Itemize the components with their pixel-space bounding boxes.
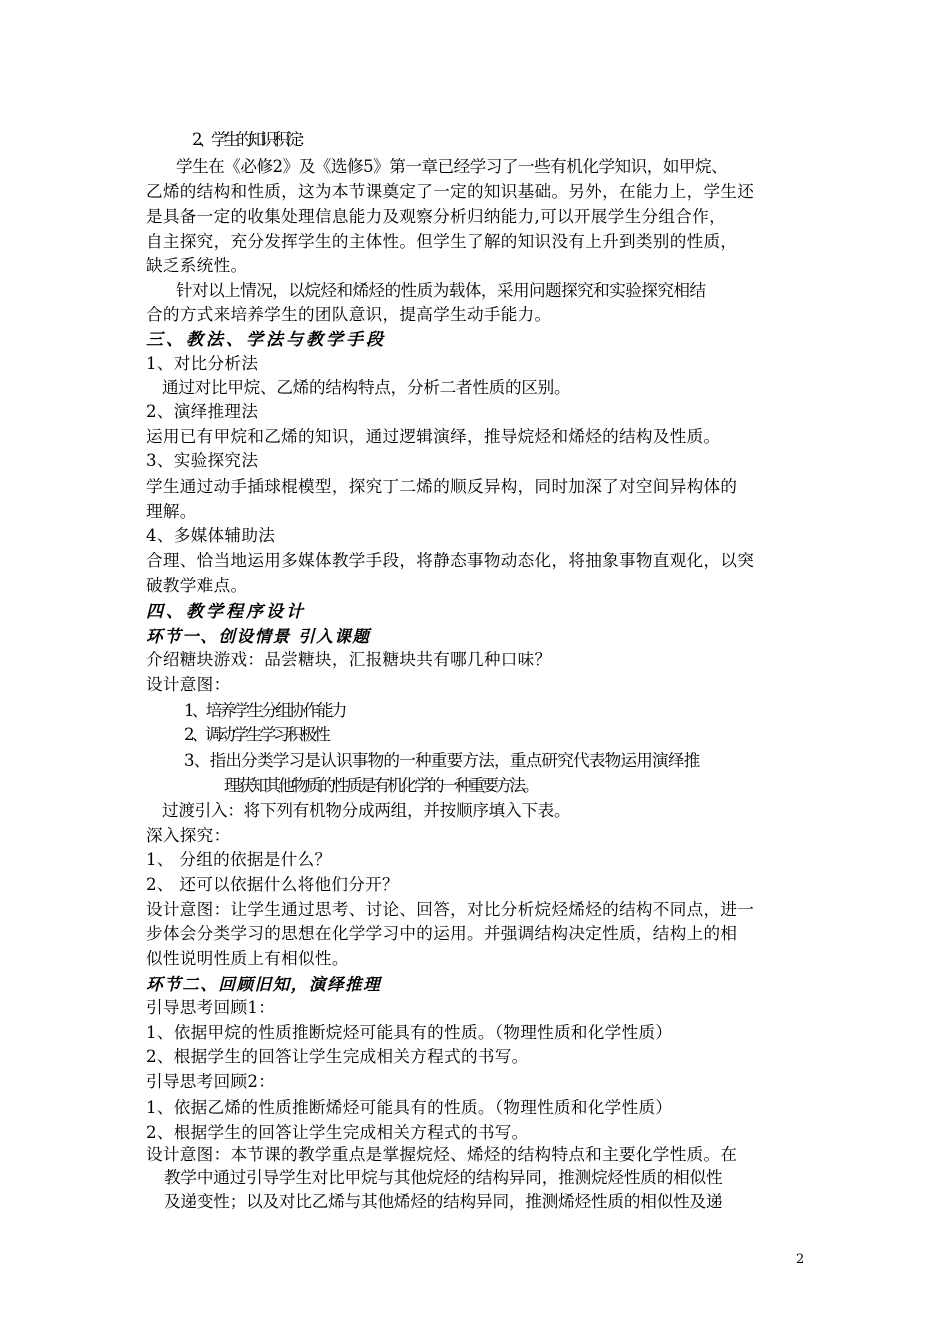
paragraph-line: 引导思考回顾2： [146,1072,276,1091]
method-title: 2、演绎推理法 [146,402,259,421]
paragraph-line: 自主探究，充分发挥学生的主体性。但学生了解的知识没有上升到类别的性质， [146,232,738,251]
paragraph-line: 过渡引入：将下列有机物分成两组，并按顺序填入下表。 [162,801,571,820]
paragraph-line: 似性说明性质上有相似性。 [146,949,349,968]
stage-heading: 环节一、创设情景 引入课题 [146,626,371,646]
paragraph-line: 及递变性；以及对比乙烯与其他烯烃的结构异同，推测烯烃性质的相似性及递 [164,1192,723,1211]
list-item: 1、依据甲烷的性质推断烷烃可能具有的性质。（物理性质和化学性质） [146,1023,673,1042]
list-item: 2、调动学生学习积极性 [184,725,328,744]
paragraph-line: 乙烯的结构和性质，这为本节课奠定了一定的知识基础。另外，在能力上，学生还 [146,182,755,201]
paragraph-line: 合的方式来培养学生的团队意识，提高学生动手能力。 [146,305,552,324]
list-item: 3、指出分类学习是认识事物的一种重要方法，重点研究代表物运用演绎推 [184,751,700,770]
subsection-heading: 2、学生的知识积淀： [192,130,311,149]
paragraph-line: 运用已有甲烷和乙烯的知识，通过逻辑演绎，推导烷烃和烯烃的结构及性质。 [146,427,721,446]
paragraph-line: 设计意图： [146,675,231,694]
paragraph-line: 设计意图：让学生通过思考、讨论、回答，对比分析烷烃烯烃的结构不同点，进一 [146,900,755,919]
paragraph-line: 通过对比甲烷、乙烯的结构特点，分析二者性质的区别。 [162,378,571,397]
section-heading: 三、教法、学法与教学手段 [146,330,386,350]
list-item: 1、依据乙烯的性质推断烯烃可能具有的性质。（物理性质和化学性质） [146,1098,673,1117]
stage-heading: 环节二、回顾旧知，演绎推理 [146,974,382,994]
paragraph-line: 教学中通过引导学生对比甲烷与其他烷烃的结构异同，推测烷烃性质的相似性 [164,1168,723,1187]
paragraph-line: 介绍糖块游戏：品尝糖块，汇报糖块共有哪几种口味？ [146,650,552,669]
page-number: 2 [796,1252,805,1267]
method-title: 4、多媒体辅助法 [146,526,276,545]
method-title: 3、实验探究法 [146,451,259,470]
paragraph-line: 步体会分类学习的思想在化学学习中的运用。并强调结构决定性质，结构上的相 [146,924,738,943]
paragraph-line: 理解。 [146,502,197,521]
list-item: 1、 分组的依据是什么？ [146,850,332,869]
paragraph-line: 是具备一定的收集处理信息能力及观察分析归纳能力,可以开展学生分组合作， [146,207,726,226]
paragraph-line: 学生通过动手插球棍模型，探究丁二烯的顺反异构，同时加深了对空间异构体的 [146,477,738,496]
list-item: 2、根据学生的回答让学生完成相关方程式的书写。 [146,1123,529,1142]
list-item: 2、 还可以依据什么将他们分开？ [146,875,399,894]
section-heading: 四、教学程序设计 [146,602,306,622]
list-item: 2、根据学生的回答让学生完成相关方程式的书写。 [146,1047,529,1066]
paragraph-line: 针对以上情况，以烷烃和烯烃的性质为载体，采用问题探究和实验探究相结 [176,281,706,300]
paragraph-line: 深入探究： [146,826,231,845]
list-item: 1、培养学生分组协作能力 [184,701,345,720]
paragraph-line: 合理、恰当地运用多媒体教学手段，将静态事物动态化，将抽象事物直观化，以突 [146,551,755,570]
paragraph-line: 破教学难点。 [146,576,248,595]
paragraph-line: 引导思考回顾1： [146,998,276,1017]
list-item: 理获知其他物质的性质是有机化学的一种重要方法。 [224,776,537,795]
paragraph-line: 设计意图：本节课的教学重点是掌握烷烃、烯烃的结构特点和主要化学性质。在 [146,1145,738,1164]
method-title: 1、对比分析法 [146,354,259,373]
paragraph-line: 缺乏系统性。 [146,256,248,275]
paragraph-line: 学生在《必修2》及《选修5》第一章已经学习了一些有机化学知识，如甲烷、 [176,157,728,176]
